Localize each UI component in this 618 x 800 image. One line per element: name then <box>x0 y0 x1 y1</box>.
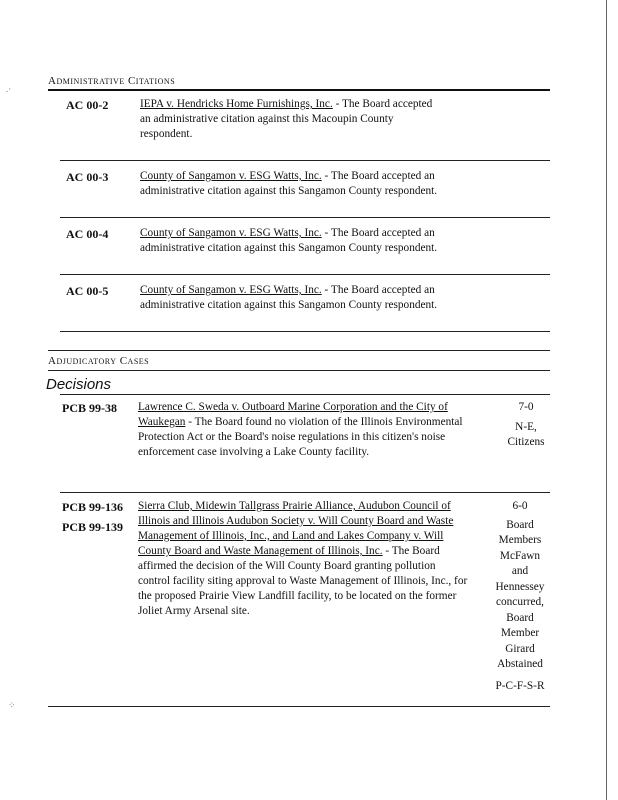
vote-note: Abstained <box>497 658 543 670</box>
vote-note: N-E, <box>515 420 537 433</box>
case-text: - The Board accepted an administrative citation against this Sangamon County respondent. <box>140 227 438 254</box>
case-divider <box>60 274 550 275</box>
case-number: PCB 99-136 <box>62 500 123 514</box>
scan-edge-line <box>606 0 607 800</box>
case-text: - The Board found no violation of the Illinois Environmental Protection Act or the Board's noise regulations in this citizen's noise enforcement case involving a Lake County facility. <box>138 416 463 458</box>
vote-note: Board <box>506 611 534 624</box>
case-divider <box>60 217 550 218</box>
section-heading-adjudicatory: Adjudicatory Cases <box>48 355 150 367</box>
vote-note: Members <box>498 534 542 546</box>
section-rule <box>48 89 550 91</box>
vote-count: 7-0 <box>518 401 534 413</box>
vote-note: concurred, <box>496 596 544 608</box>
case-text: - The Board accepted an administrative citation against this Sangamon County respondent. <box>140 170 438 197</box>
case-number: AC 00-5 <box>66 284 109 298</box>
section-rule <box>48 370 550 371</box>
vote-column <box>496 400 556 451</box>
case-title: Sierra Club, Midewin Tallgrass Prairie Alliance, Audubon Council of Illinois and Illinois Audubon Society v. Will County Board and Waste Management of Illinois, Inc., and Land and Lakes Company v. Will County Board and Waste Management of Illinois, Inc. <box>138 500 454 557</box>
case-divider <box>60 331 550 332</box>
case-code: P-C-F-S-R <box>495 679 545 692</box>
section-rule <box>48 350 550 351</box>
case-divider <box>60 160 550 161</box>
scan-speck: ⁘ <box>8 700 16 710</box>
case-number: AC 00-4 <box>66 227 109 241</box>
case-divider <box>60 394 550 395</box>
case-summary <box>140 97 440 142</box>
vote-note: and <box>511 565 529 577</box>
case-number: PCB 99-38 <box>62 401 117 415</box>
case-summary <box>140 169 465 199</box>
case-title: County of Sangamon v. ESG Watts, Inc. <box>140 284 322 296</box>
section-heading-admin: Administrative Citations <box>48 75 176 87</box>
subheading-decisions: Decisions <box>46 376 112 393</box>
vote-note: Girard <box>505 642 535 655</box>
case-summary <box>140 226 465 256</box>
case-title: County of Sangamon v. ESG Watts, Inc. <box>140 227 322 239</box>
vote-note: McFawn <box>499 549 541 562</box>
case-summary <box>140 283 465 313</box>
vote-note: Board <box>506 518 534 531</box>
case-text: - The Board accepted an administrative citation against this Sangamon County respondent. <box>140 284 438 311</box>
vote-note: Hennessey <box>495 580 545 593</box>
vote-column <box>486 499 554 694</box>
vote-count: 6-0 <box>512 500 528 512</box>
case-title: County of Sangamon v. ESG Watts, Inc. <box>140 170 322 182</box>
case-text: - The Board affirmed the decision of the Will County Board granting pollution control facility siting approval to Waste Management of Illinois, Inc., for the proposed Prairie View Landfill facility, to be located on the former Joliet Army Arsenal site. <box>138 545 468 617</box>
case-summary <box>138 400 466 460</box>
scan-speck: .· <box>6 84 12 94</box>
case-summary <box>138 499 468 619</box>
case-title: IEPA v. Hendricks Home Furnishings, Inc. <box>140 98 333 110</box>
case-divider <box>60 492 550 493</box>
case-number: AC 00-3 <box>66 170 109 184</box>
case-number: AC 00-2 <box>66 98 109 112</box>
case-title: Lawrence C. Sweda v. Outboard Marine Corporation and the City of Waukegan <box>138 401 448 428</box>
case-number: PCB 99-139 <box>62 520 123 534</box>
section-rule <box>48 706 550 707</box>
case-text: - The Board accepted an administrative citation against this Macoupin County respondent. <box>140 98 433 140</box>
vote-note: Citizens <box>507 436 545 448</box>
vote-note: Member <box>500 627 540 639</box>
